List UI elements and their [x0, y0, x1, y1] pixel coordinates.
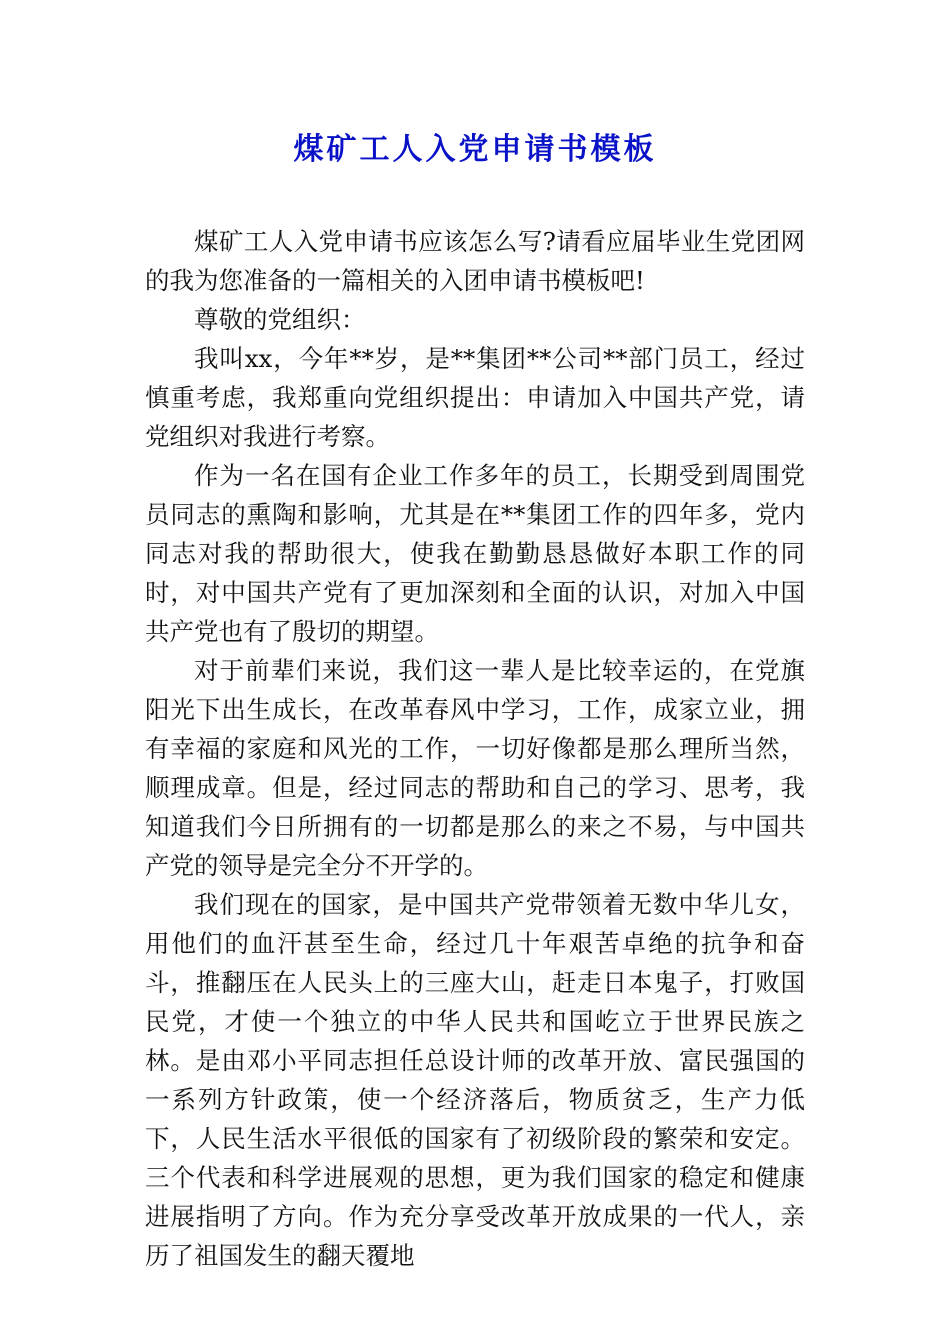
paragraph-generation: 对于前辈们来说，我们这一辈人是比较幸运的，在党旗阳光下出生成长，在改革春风中学习，工作，成家立业，拥有幸福的家庭和风光的工作，一切好像都是那么理所当然，顺理成章。但是，经过同志的帮助和自己的学习、思考，我知道我们今日所拥有的一切都是那么的来之不易，与中国共产党的领导是完全分不开学的。	[145, 656, 805, 880]
paragraph-influence: 作为一名在国有企业工作多年的员工，长期受到周围党员同志的熏陶和影响，尤其是在**集团工作的四年多，党内同志对我的帮助很大，使我在勤勤恳恳做好本职工作的同时，对中国共产党有了更加深刻和全面的认识，对加入中国共产党也有了殷切的期望。	[145, 461, 805, 646]
paragraph-intro: 煤矿工人入党申请书应该怎么写?请看应届毕业生党团网的我为您准备的一篇相关的入团申请书模板吧!	[145, 227, 805, 295]
paragraph-application: 我叫xx，今年**岁，是**集团**公司**部门员工，经过慎重考虑，我郑重向党组织提出：申请加入中国共产党，请党组织对我进行考察。	[145, 344, 805, 451]
document-title: 煤矿工人入党申请书模板	[293, 132, 657, 167]
paragraph-nation: 我们现在的国家，是中国共产党带领着无数中华儿女，用他们的血汗甚至生命，经过几十年艰苦卓绝的抗争和奋斗，推翻压在人民头上的三座大山，赶走日本鬼子，打败国民党，才使一个独立的中华人民共和国屹立于世界民族之林。是由邓小平同志担任总设计师的改革开放、富民强国的一系列方针政策，使一个经济落后，物质贫乏，生产力低下，人民生活水平很低的国家有了初级阶段的繁荣和安定。三个代表和科学进展观的思想，更为我们国家的稳定和健康进展指明了方向。作为充分享受改革开放成果的一代人，亲历了祖国发生的翻天覆地	[145, 890, 805, 1270]
document-body	[145, 222, 805, 1275]
paragraph-salutation: 尊敬的党组织：	[194, 305, 366, 334]
